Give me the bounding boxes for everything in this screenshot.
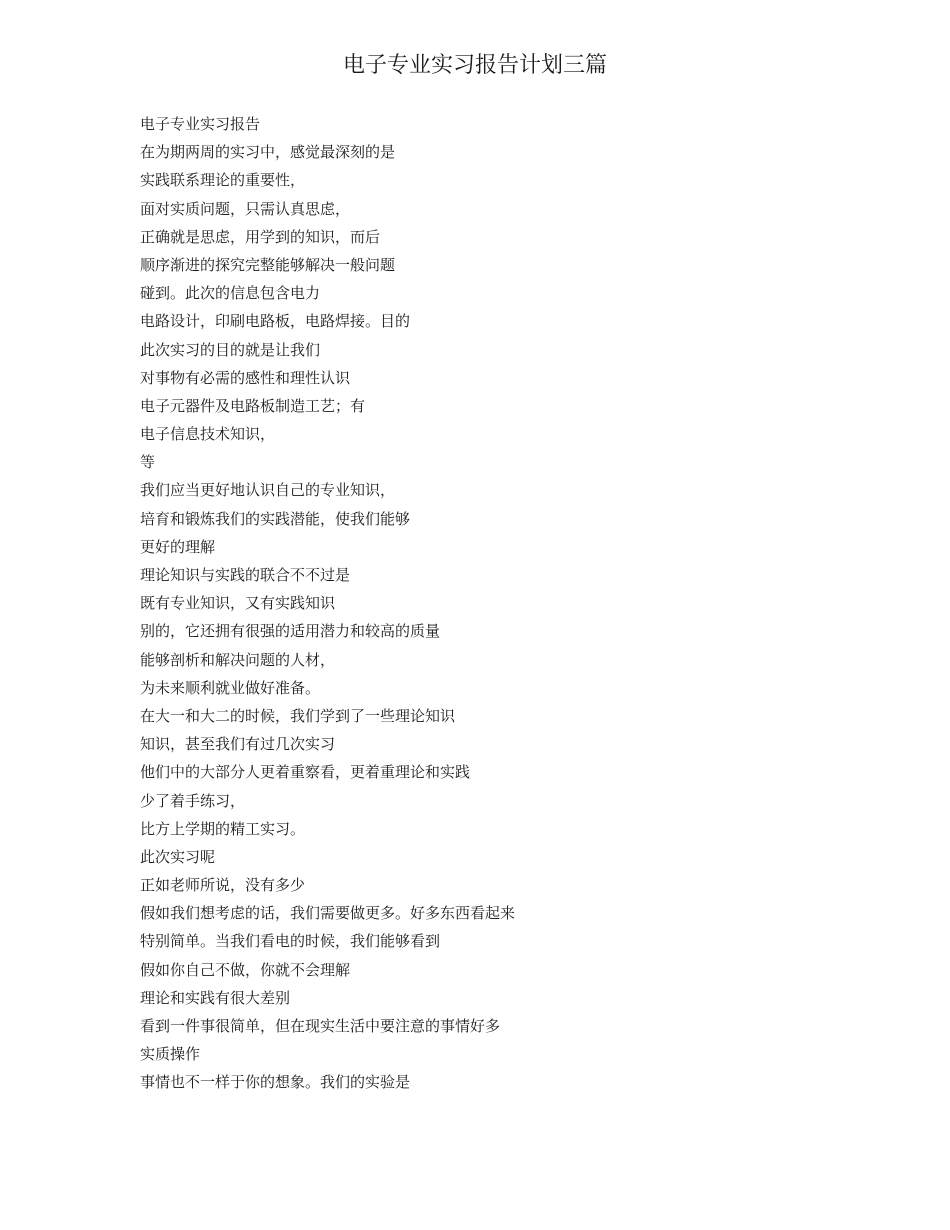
text-line: 碰到。此次的信息包含电力: [140, 284, 321, 303]
text-line: 电子专业实习报告: [140, 115, 261, 133]
text-line: 比方上学期的精工实习。: [140, 819, 306, 838]
text-line: 实质操作: [140, 1045, 201, 1064]
document-body: [140, 110, 840, 1097]
text-line: 能够剖析和解决问题的人材，: [140, 650, 336, 669]
document-title: 电子专业实习报告计划三篇: [342, 53, 607, 78]
text-line: 更好的理解: [140, 537, 216, 556]
text-line: 事情也不一样于你的想象。我们的实验是: [140, 1073, 411, 1092]
text-line: 理论知识与实践的联合不不过是: [140, 566, 351, 584]
text-line: 他们中的大部分人更着重察看，更着重理论和实践: [140, 763, 471, 782]
text-line: 看到一件事很简单，但在现实生活中要注意的事情好多: [140, 1017, 501, 1035]
text-line: 少了着手练习，: [140, 791, 246, 810]
text-line: 知识，甚至我们有过几次实习: [140, 735, 336, 754]
text-line: 电路设计，印刷电路板，电路焊接。目的: [140, 312, 411, 331]
text-line: 电子信息技术知识，: [140, 425, 276, 444]
text-line: 特别简单。当我们看电的时候，我们能够看到: [140, 932, 441, 951]
text-line: 在为期两周的实习中，感觉最深刻的是: [140, 143, 396, 162]
text-line: 在大一和大二的时候，我们学到了一些理论知识: [140, 706, 456, 725]
text-line: 假如你自己不做，你就不会理解: [140, 960, 351, 979]
text-line: 等: [140, 453, 156, 472]
text-line: 正确就是思虑，用学到的知识，而后: [140, 227, 381, 246]
text-line: 实践联系理论的重要性，: [140, 171, 306, 190]
text-line: 别的，它还拥有很强的适用潜力和较高的质量: [140, 622, 441, 641]
text-line: 假如我们想考虑的话，我们需要做更多。好多东西看起来: [140, 904, 516, 923]
text-line: 顺序渐进的探究完整能够解决一般问题: [140, 255, 396, 274]
text-line: 面对实质问题，只需认真思虑，: [140, 199, 351, 218]
text-line: 此次实习的目的就是让我们: [140, 340, 321, 359]
text-line: 我们应当更好地认识自己的专业知识，: [140, 481, 396, 500]
text-line: 电子元器件及电路板制造工艺；有: [140, 396, 366, 415]
text-line: 对事物有必需的感性和理性认识: [140, 368, 351, 387]
text-line: 理论和实践有很大差别: [140, 988, 291, 1007]
text-line: 正如老师所说，没有多少: [140, 876, 306, 895]
text-line: 为未来顺利就业做好准备。: [140, 678, 321, 697]
text-line: 既有专业知识，又有实践知识: [140, 594, 336, 613]
text-line: 培育和锻炼我们的实践潜能，使我们能够: [140, 509, 411, 528]
text-line: 此次实习呢: [140, 847, 216, 866]
